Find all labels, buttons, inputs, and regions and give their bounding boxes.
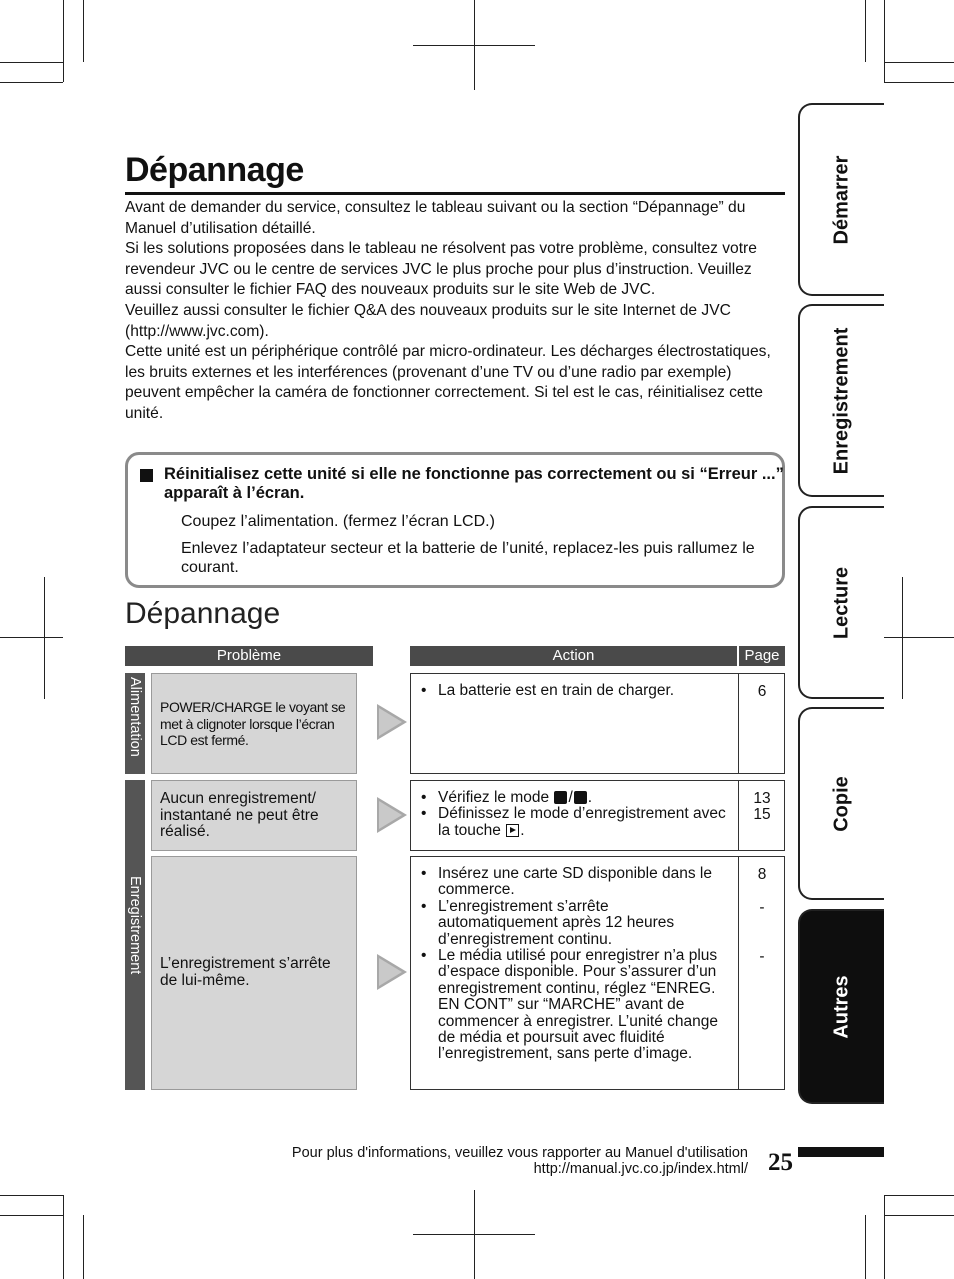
intro-paragraph: Si les solutions proposées dans le tableau ne résolvent pas votre problème, consultez votre revendeur JVC ou le centre de services JVC le plus proche pour plus d’instruction. Veuillez aussi consulter le fichier FAQ des nouveaux produits sur le site Web de JVC. <box>125 240 757 299</box>
page-ref: - <box>759 948 765 965</box>
page-ref: 6 <box>757 683 767 700</box>
arrow-right-icon <box>377 704 407 740</box>
category-label: Alimentation <box>127 677 143 757</box>
tab-enregistrement[interactable]: Enregistrement <box>798 304 884 497</box>
footer-reference <box>292 1145 748 1177</box>
category-recording <box>125 780 145 1090</box>
action-item: • Insérez une carte SD disponible dans le commerce. <box>421 866 731 899</box>
problem-cell: L’enregistrement s’arrête de lui-même. <box>151 856 357 1090</box>
tab-autres[interactable]: Autres <box>798 909 884 1104</box>
reset-heading <box>140 465 794 503</box>
section-title: Dépannage <box>125 597 281 630</box>
page-number: 25 <box>768 1149 793 1176</box>
square-bullet-icon <box>140 469 153 482</box>
action-cell <box>410 780 785 851</box>
action-cell <box>410 856 785 1090</box>
arrow-right-icon <box>377 797 407 833</box>
header-problem: Problème <box>125 646 373 666</box>
header-page: Page <box>739 646 785 666</box>
reset-instructions-box <box>125 452 785 588</box>
reset-step: Coupez l’alimentation. (fermez l’écran LCD.) <box>181 513 495 530</box>
tab-demarrer[interactable]: Démarrer <box>798 103 884 296</box>
camera-icon <box>574 791 587 804</box>
action-item: • Définissez le mode d’enregistrement avec la touche . <box>421 806 731 839</box>
page-ref: - <box>759 899 765 916</box>
reset-heading-text: Réinitialisez cette unité si elle ne fonctionne pas correctement ou si “Erreur ...” apparaît à l’écran. <box>164 465 784 502</box>
problem-cell: Aucun enregistrement/ instantané ne peut être réalisé. <box>151 780 357 851</box>
category-label: Enregistrement <box>127 876 143 975</box>
page-ref: 8 <box>757 866 767 883</box>
action-item: • L’enregistrement s’arrête automatiquement après 12 heures d’enregistrement continu. <box>421 899 731 948</box>
play-button-icon <box>506 824 519 837</box>
page-ref: 15 <box>753 806 771 823</box>
page-title: Dépannage <box>125 150 785 195</box>
footer-line: Pour plus d'informations, veuillez vous rapporter au Manuel d'utilisation <box>291 1145 748 1161</box>
problem-cell: POWER/CHARGE le voyant se met à clignoter lorsque l’écran LCD est fermé. <box>151 673 357 774</box>
category-power <box>125 673 145 774</box>
footer-bar <box>798 1147 884 1157</box>
action-cell <box>410 673 785 774</box>
arrow-right-icon <box>377 954 407 990</box>
video-camera-icon <box>554 791 567 804</box>
action-item: • La batterie est en train de charger. <box>421 683 731 699</box>
page-ref: 13 <box>753 790 771 807</box>
tab-lecture[interactable]: Lecture <box>798 506 884 699</box>
intro-paragraph: Veuillez aussi consulter le fichier Q&A des nouveaux produits sur le site Internet de JVC (http://www.jvc.com). <box>125 301 731 340</box>
intro-paragraph: Avant de demander du service, consultez le tableau suivant ou la section “Dépannage” du Manuel d’utilisation détaillé. <box>125 199 746 237</box>
header-action: Action <box>410 646 737 666</box>
action-item: • Vérifiez le mode / . <box>421 790 731 806</box>
intro-paragraph: Cette unité est un périphérique contrôlé par micro-ordinateur. Les décharges électrostatiques, les bruits externes et les interférences (provenant d’une TV ou d’une radio par exemple) peuvent empêcher la caméra de fonctionner correctement. Si tel est le cas, réinitialisez cette unité. <box>125 343 771 422</box>
tab-copie[interactable]: Copie <box>798 707 884 900</box>
intro-text <box>125 198 787 425</box>
footer-url[interactable]: http://manual.jvc.co.jp/index.html/ <box>533 1161 748 1177</box>
reset-step: Enlevez l’adaptateur secteur et la batterie de l’unité, replacez-les puis rallumez le courant. <box>181 540 755 576</box>
action-item: • Le média utilisé pour enregistrer n’a plus d’espace disponible. Pour s’assurer d’un enregistrement continu, réglez “ENREG. EN CONT” sur “MARCHE” avant de commencer à enregistrer. L’unité change de média et poursuit avec fluidité l’enregistrement, sans perte d’image. <box>421 948 731 1063</box>
